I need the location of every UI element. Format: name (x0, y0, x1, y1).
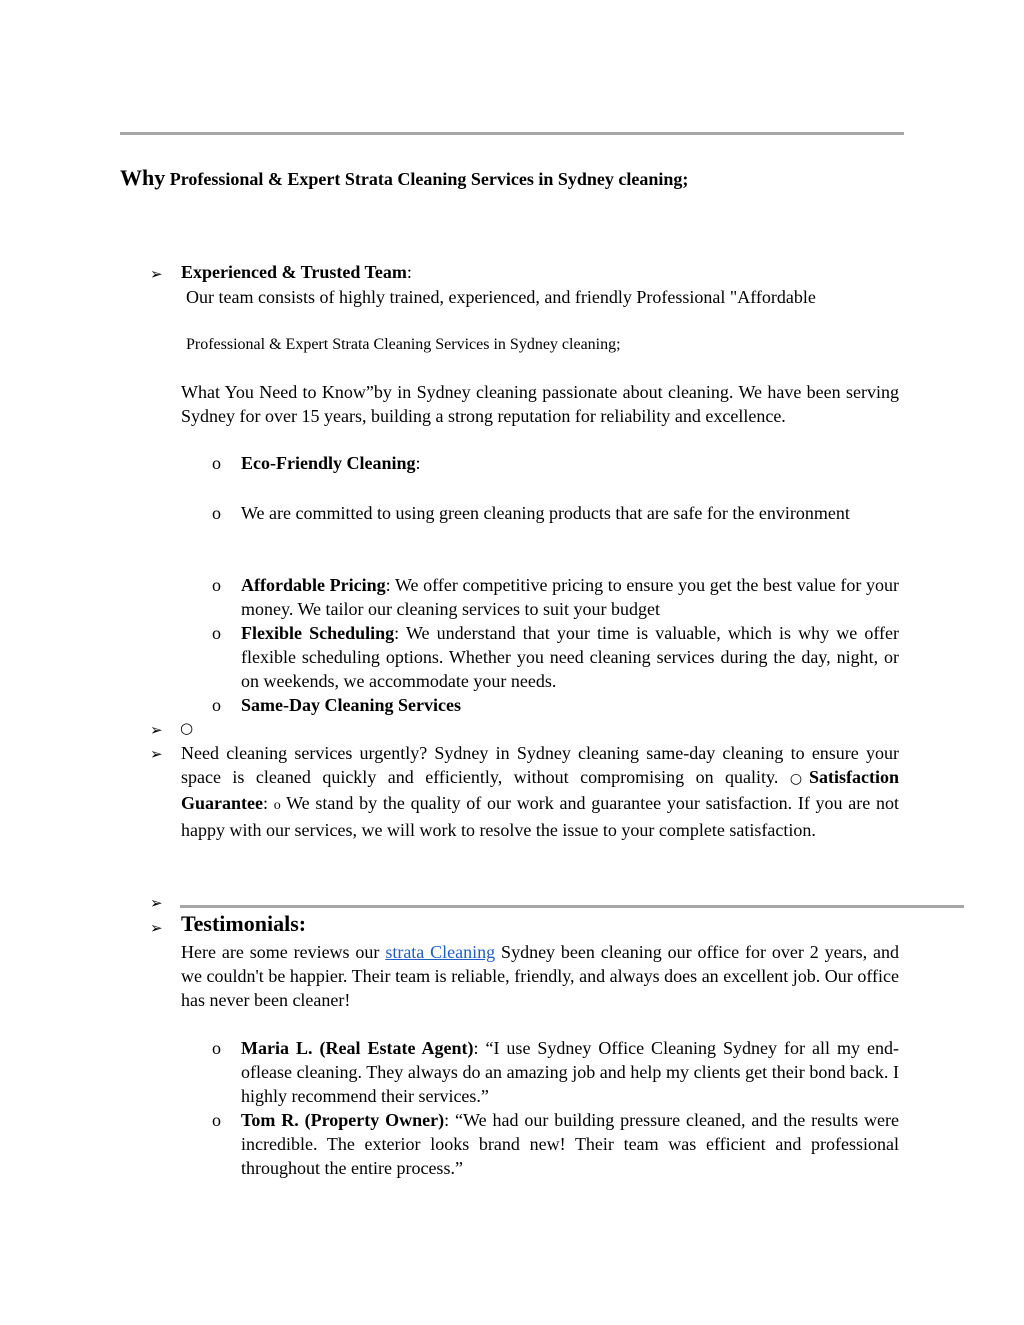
arrow-bullet-icon: ➢ (150, 745, 163, 763)
pricing-item (241, 573, 899, 621)
guarantee-text: We stand by the quality of our work and guarantee your satisfaction. If you are not happy with our services, we will work to resolve the issue to your complete satisfaction. (181, 793, 899, 840)
circle-bullet-icon: o (212, 695, 221, 715)
intro-after: Sydney been cleaning our office for over 2 years, and we couldn't be happier. Their team is reliable, friendly, and always does an excellent job. Our office has never been cleaner! (181, 942, 899, 1010)
team-colon: : (406, 262, 412, 282)
circle-bullet-icon: o (273, 798, 281, 813)
hollow-circle-icon: ○ (180, 719, 194, 737)
team-line2: Professional & Expert Strata Cleaning Services in Sydney cleaning; (186, 336, 621, 353)
circle-bullet-icon: o (212, 1038, 221, 1058)
pricing-text: : We offer competitive pricing to ensure you get the best value for your money. We tailor our cleaning services to suit your budget (241, 575, 899, 619)
top-divider (120, 132, 904, 135)
arrow-bullet-icon: ➢ (150, 919, 163, 937)
guarantee-heading: Satisfaction Guarantee (181, 767, 900, 813)
arrow-bullet-icon: ➢ (150, 265, 163, 283)
title-why: Why (120, 165, 166, 190)
review-author: Tom R. (Property Owner) (241, 1110, 445, 1130)
sameday-heading-line (241, 693, 461, 717)
team-heading: Experienced & Trusted Team (181, 262, 407, 282)
review-item (241, 1036, 899, 1108)
eco-heading-line (241, 451, 421, 475)
circle-bullet-icon: o (212, 623, 221, 643)
testimonials-intro (181, 940, 899, 1012)
mid-divider (180, 905, 964, 908)
title-rest: Professional & Expert Strata Cleaning Services in Sydney cleaning; (169, 169, 689, 189)
testimonials-heading: Testimonials: (181, 911, 307, 936)
team-heading-line (181, 260, 412, 284)
sameday-heading: Same-Day Cleaning Services (241, 695, 461, 715)
intro-before: Here are some reviews our (181, 942, 386, 962)
arrow-bullet-icon: ➢ (150, 894, 163, 912)
review-author: Maria L. (Real Estate Agent) (241, 1038, 474, 1058)
pricing-heading: Affordable Pricing (241, 575, 386, 595)
team-line1: Our team consists of highly trained, experienced, and friendly Professional "Affordable (186, 287, 816, 307)
eco-text: We are committed to using green cleaning products that are safe for the environment (241, 503, 850, 523)
sameday-paragraph (181, 741, 899, 842)
circle-bullet-icon: o (212, 503, 221, 523)
circle-bullet-icon: o (212, 575, 221, 595)
guarantee-colon: : (262, 793, 274, 813)
scheduling-item (241, 621, 899, 693)
arrow-bullet-icon: ➢ (150, 721, 163, 739)
eco-heading: Eco-Friendly Cleaning (241, 453, 416, 473)
eco-colon: : (415, 453, 421, 473)
circle-bullet-icon: o (212, 1110, 221, 1130)
circle-bullet-icon: o (212, 453, 221, 473)
hollow-circle-icon: ○ (789, 771, 810, 787)
scheduling-heading: Flexible Scheduling (241, 623, 395, 643)
team-paragraph: What You Need to Know”by in Sydney cleaning passionate about cleaning. We have been serving Sydney for over 15 years, building a strong reputation for reliability and excellence. (181, 382, 899, 426)
review-text: : “We had our building pressure cleaned, and the results were incredible. The exterior looks brand new! Their team was efficient and professional throughout the entire process.” (241, 1110, 899, 1178)
strata-cleaning-link[interactable]: strata Cleaning (385, 942, 496, 962)
page-title (120, 166, 688, 191)
scheduling-text: : We understand that your time is valuable, which is why we offer flexible scheduling options. Whether you need cleaning services during the day, night, or on weekends, we accommodate your needs. (241, 623, 899, 691)
review-text: : “I use Sydney Office Cleaning Sydney for all my end-oflease cleaning. They always do an amazing job and help my clients get their bond back. I highly recommend their services.” (241, 1038, 900, 1106)
sameday-text: Need cleaning services urgently? Sydney in Sydney cleaning same-day cleaning to ensure your space is cleaned quickly and efficiently, without compromising on quality. (181, 743, 899, 787)
review-item (241, 1108, 899, 1180)
